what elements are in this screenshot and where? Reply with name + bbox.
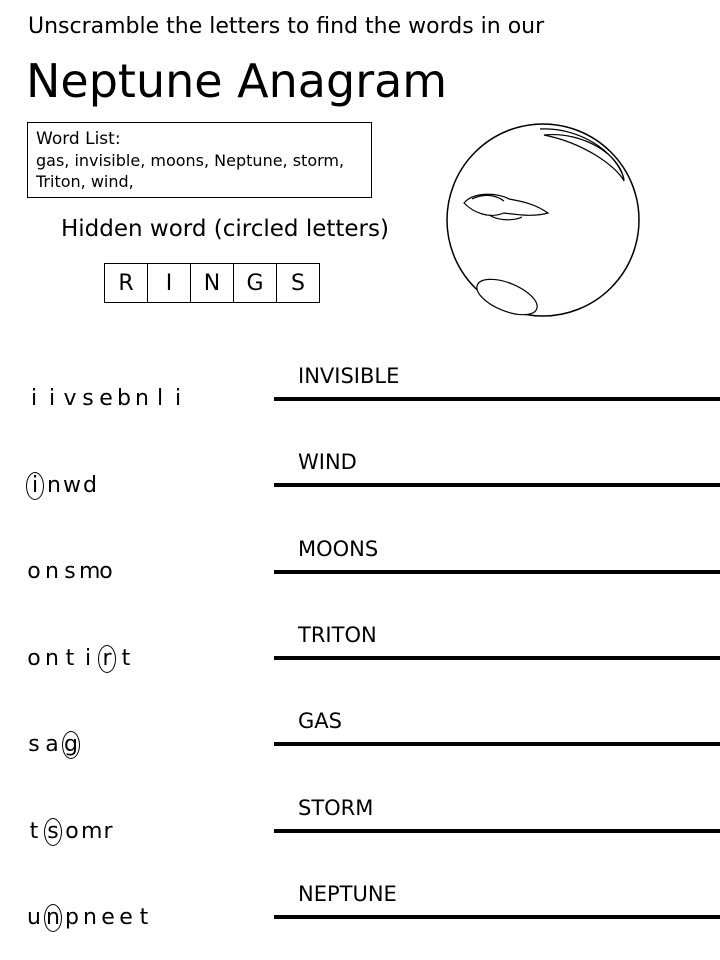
scrambled-letter: t — [121, 646, 131, 671]
scrambled-letter: l — [156, 386, 164, 411]
answer-text[interactable]: GAS — [298, 709, 342, 733]
answer-text[interactable]: MOONS — [298, 537, 379, 561]
scrambled-letter: e — [101, 905, 115, 930]
scrambled-letters — [25, 559, 115, 584]
scrambled-letter: o — [27, 646, 41, 671]
scrambled-letter: r — [103, 819, 113, 844]
scrambled-letter: t — [29, 819, 39, 844]
scrambled-letter: s — [28, 732, 40, 757]
scrambled-letters — [25, 818, 117, 846]
puzzle-row — [0, 882, 720, 942]
scrambled-letter: w — [63, 473, 81, 498]
circled-letter: n — [44, 904, 62, 932]
circled-letter: s — [44, 818, 62, 846]
puzzle-row — [0, 364, 720, 424]
scrambled-letter: o — [65, 819, 79, 844]
scrambled-letter: n — [47, 473, 61, 498]
scrambled-letter: n — [83, 905, 97, 930]
word-list-box — [27, 122, 372, 198]
circled-letter: g — [62, 731, 80, 759]
puzzle-row — [0, 450, 720, 510]
scrambled-letter: d — [83, 473, 97, 498]
hidden-word-boxes — [104, 263, 320, 303]
hidden-letter-box[interactable]: S — [277, 263, 320, 303]
hidden-letter-box[interactable]: R — [105, 263, 148, 303]
scrambled-letter: i — [30, 386, 38, 411]
page-title: Neptune Anagram — [26, 54, 448, 108]
scrambled-letter: a — [45, 732, 59, 757]
scrambled-letters — [25, 904, 153, 932]
scrambled-letter: o — [27, 559, 41, 584]
scrambled-letters — [25, 645, 135, 673]
answer-line — [274, 829, 720, 833]
scrambled-letter: v — [63, 386, 77, 411]
scrambled-letter: p — [65, 905, 79, 930]
neptune-planet-icon — [444, 121, 644, 321]
puzzle-row — [0, 537, 720, 597]
scrambled-letter: n — [45, 646, 59, 671]
scrambled-letter: t — [65, 646, 75, 671]
scrambled-letter: e — [99, 386, 113, 411]
scrambled-letter: e — [119, 905, 133, 930]
subtitle: Unscramble the letters to find the words in our — [28, 14, 545, 39]
scrambled-letter: m — [79, 559, 101, 584]
scrambled-letters — [25, 386, 187, 411]
puzzle-row — [0, 709, 720, 769]
puzzle-row — [0, 796, 720, 856]
answer-text[interactable]: WIND — [298, 450, 357, 474]
scrambled-letter: n — [135, 386, 149, 411]
scrambled-letters — [25, 472, 99, 500]
answer-line — [274, 656, 720, 660]
answer-text[interactable]: INVISIBLE — [298, 364, 400, 388]
hidden-letter-box[interactable]: I — [148, 263, 191, 303]
answer-line — [274, 483, 720, 487]
word-list-heading: Word List: — [36, 129, 121, 149]
word-list-line-1: gas, invisible, moons, Neptune, storm, — [36, 151, 345, 170]
circled-letter: r — [98, 645, 116, 673]
scrambled-letter: m — [81, 819, 103, 844]
scrambled-letter: i — [48, 386, 56, 411]
scrambled-letter: i — [84, 646, 92, 671]
answer-text[interactable]: TRITON — [298, 623, 377, 647]
scrambled-letter: b — [117, 386, 131, 411]
answer-line — [274, 570, 720, 574]
scrambled-letter: t — [139, 905, 149, 930]
answer-line — [274, 397, 720, 401]
hidden-word-label: Hidden word (circled letters) — [61, 216, 389, 242]
word-list-line-2: Triton, wind, — [36, 172, 134, 191]
answer-text[interactable]: NEPTUNE — [298, 882, 397, 906]
scrambled-letter: o — [99, 559, 113, 584]
answer-line — [274, 742, 720, 746]
hidden-letter-box[interactable]: N — [191, 263, 234, 303]
answer-line — [274, 915, 720, 919]
circled-letter: i — [26, 472, 44, 500]
answer-text[interactable]: STORM — [298, 796, 374, 820]
hidden-letter-box[interactable]: G — [234, 263, 277, 303]
puzzle-row — [0, 623, 720, 683]
scrambled-letter: n — [45, 559, 59, 584]
scrambled-letters — [25, 731, 81, 759]
scrambled-letter: s — [82, 386, 94, 411]
scrambled-letter: s — [64, 559, 76, 584]
scrambled-letter: u — [27, 905, 41, 930]
scrambled-letter: i — [174, 386, 182, 411]
